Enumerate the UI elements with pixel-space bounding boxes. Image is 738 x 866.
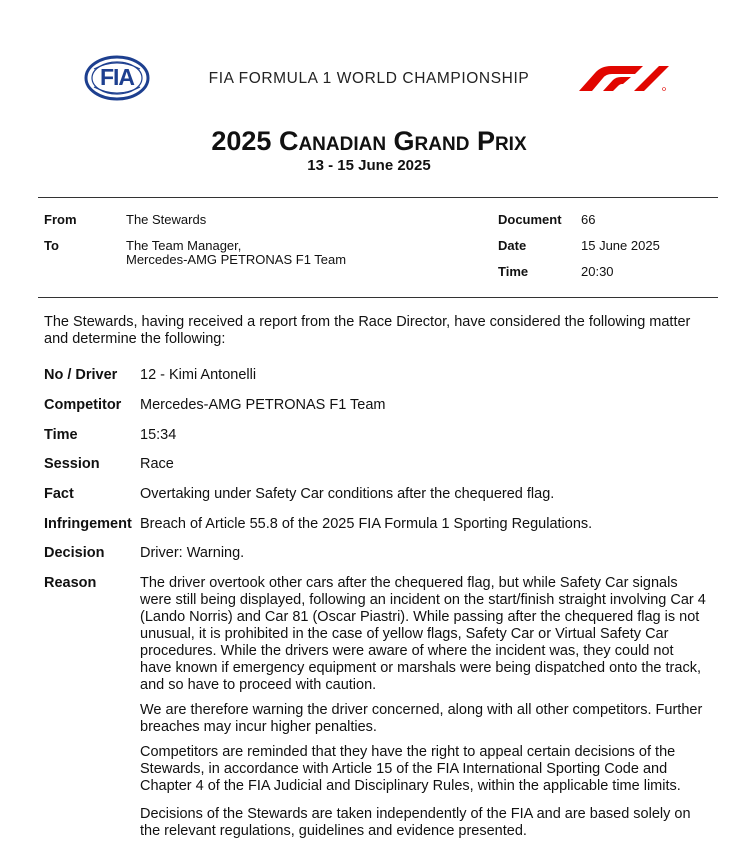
- to-label: To: [44, 238, 59, 253]
- time-label: Time: [498, 264, 529, 279]
- championship-title: FIA FORMULA 1 WORLD CHAMPIONSHIP: [208, 70, 530, 87]
- title-event: Canadian Grand Prix: [278, 126, 527, 156]
- fia-logo-text: FIA: [99, 64, 135, 90]
- competitor-label: Competitor: [44, 397, 122, 413]
- time-value: 20:30: [581, 264, 614, 279]
- f1-logo-icon: [577, 63, 671, 93]
- infringement-label: Infringement: [44, 516, 132, 532]
- driver-label: No / Driver: [44, 367, 118, 383]
- event-dates: 13 - 15 June 2025: [307, 157, 431, 174]
- from-value: The Stewards: [126, 212, 207, 227]
- fact-value: Overtaking under Safety Car conditions after the chequered flag.: [140, 486, 555, 502]
- time-row-label: Time: [44, 427, 78, 443]
- driver-value: 12 - Kimi Antonelli: [140, 367, 257, 383]
- decision-value: Driver: Warning.: [140, 545, 245, 561]
- reason-paragraph-3: Competitors are reminded that they have the right to appeal certain decisions of the Stewards, in accordance with Article 15 of the FIA International Sporting Code and Chapter 4 of the FIA Judicial and Disciplinary Rules, within the applicable time limits.: [140, 744, 681, 794]
- decision-label: Decision: [44, 545, 105, 561]
- time-row-value: 15:34: [140, 427, 177, 443]
- footer-note: Decisions of the Stewards are taken independently of the FIA and are based solely on the relevant regulations, guidelines and evidence presented.: [140, 806, 691, 839]
- divider-bottom: [38, 297, 718, 298]
- infringement-value: Breach of Article 55.8 of the 2025 FIA Formula 1 Sporting Regulations.: [140, 516, 593, 532]
- date-value: 15 June 2025: [581, 238, 660, 253]
- divider-top: [38, 197, 718, 198]
- title-year: 2025: [211, 126, 272, 156]
- competitor-value: Mercedes-AMG PETRONAS F1 Team: [140, 397, 386, 413]
- reason-label: Reason: [44, 575, 97, 591]
- session-value: Race: [140, 456, 174, 472]
- page-title: [0, 126, 738, 156]
- date-label: Date: [498, 238, 527, 253]
- from-label: From: [44, 212, 77, 227]
- to-value-line2: Mercedes-AMG PETRONAS F1 Team: [126, 252, 347, 267]
- session-label: Session: [44, 456, 100, 472]
- reason-paragraph-1: The driver overtook other cars after the chequered flag, but while Safety Car signals were still being displayed, following an incident on the start/finish straight involving Car 4 (Lando Norris) and Car 81 (Oscar Piastri). While passing after the chequered flag is not unusual, it is prohibited in the case of yellow flags, Safety Car or Virtual Safety Car procedures. While the drivers were aware of where the incident was, they could not have known if emergency equipment or marshals were being dispatched onto the track, and so have to proceed with caution.: [140, 575, 706, 693]
- reason-paragraph-2: We are therefore warning the driver concerned, along with all other competitors. Further breaches may incur higher penalties.: [140, 702, 703, 735]
- reason-body: [140, 575, 706, 803]
- document-value: 66: [581, 212, 596, 227]
- document-label: Document: [498, 212, 562, 227]
- to-value-line1: The Team Manager,: [126, 238, 242, 253]
- fact-label: Fact: [44, 486, 74, 502]
- intro-text: The Stewards, having received a report from the Race Director, have considered the following matter and determine the following:: [44, 314, 691, 347]
